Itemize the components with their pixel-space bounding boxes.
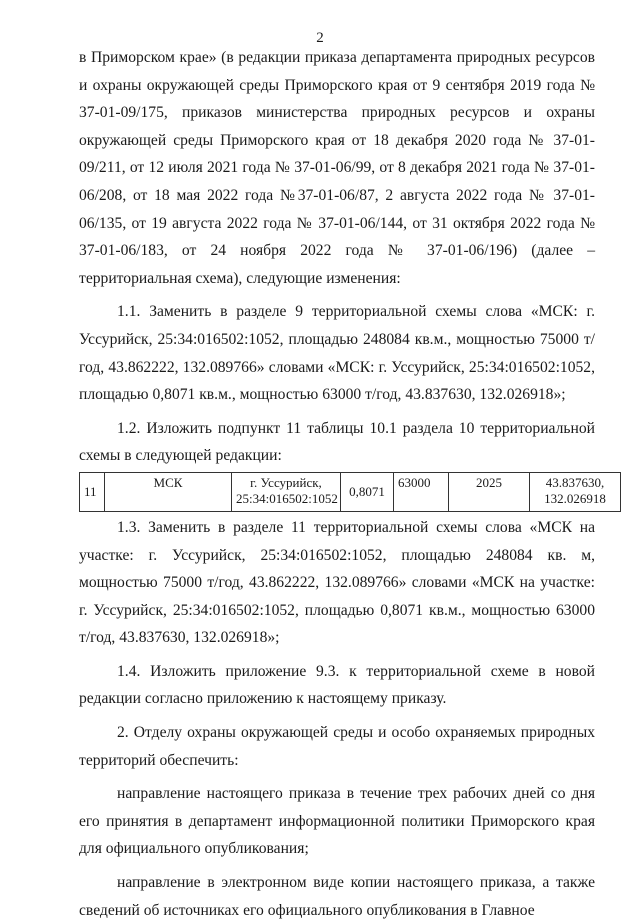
paragraph-1-2: 1.2. Изложить подпункт 11 таблицы 10.1 раздела 10 территориальной схемы в следующей редакции: xyxy=(79,419,595,465)
table-cell-coordinates: 43.837630, 132.026918 xyxy=(530,472,621,511)
table-cell-name: МСК xyxy=(105,472,232,511)
table-cell-area: 0,8071 xyxy=(341,472,394,511)
paragraph-2-item-1: направление настоящего приказа в течение трех рабочих дней со дня его принятия в департамент информационной политики Приморского края для официального опубликования; xyxy=(79,785,595,858)
paragraph-intro: в Приморском крае» (в редакции приказа департамента природных ресурсов и охраны окружающей среды Приморского края от 9 сентября 2019 года № 37-01-09/175, приказов министерства природных ресурсов и охраны окружающей среды Приморского края от 18 декабря 2020 года № 37-01-09/211, от 12 июля 2021 года № 37-01-06/99, от 8 декабря 2021 года № 37-01-06/208, от 18 мая 2022 года №37-01-06/87, 2 августа 2022 года № 37-01-06/135, от 19 августа 2022 года № 37-01-06/144, от 31 октября 2022 года № 37-01-06/183, от 24 ноября 2022 года № 37-01-06/196) (далее – территориальная схема), следующие изменения: xyxy=(79,49,595,287)
document-body xyxy=(79,44,606,924)
table-cell-capacity: 63000 xyxy=(394,472,449,511)
table-row xyxy=(80,472,621,511)
table-cell-address: г. Уссурийск, 25:34:016502:1052 xyxy=(232,472,341,511)
table-cell-year: 2025 xyxy=(449,472,530,511)
page-number: 2 xyxy=(316,30,324,46)
revision-table xyxy=(79,472,621,512)
paragraph-2-item-2: направление в электронном виде копии настоящего приказа, а также сведений об источниках его официального опубликования в Главное xyxy=(79,874,595,919)
table-cell-number: 11 xyxy=(80,472,105,511)
paragraph-2: 2. Отделу охраны окружающей среды и особо охраняемых природных территорий обеспечить: xyxy=(79,724,595,769)
paragraph-1-4: 1.4. Изложить приложение 9.3. к территориальной схеме в новой редакции согласно приложению к настоящему приказу. xyxy=(79,662,595,708)
paragraph-1-1: 1.1. Заменить в разделе 9 территориальной схемы слова «МСК: г. Уссурийск, 25:34:016502:1052, площадью 248084 кв.м., мощностью 75000 т/год, 43.862222, 132.089766» словами «МСК: г. Уссурийск, 25:34:016502:1052, площадью 0,8071 кв.м., мощностью 63000 т/год, 43.837630, 132.026918»; xyxy=(79,303,595,404)
paragraph-1-3: 1.3. Заменить в разделе 11 территориальной схемы слова «МСК на участке: г. Уссурийск, 25:34:016502:1052, площадью 248084 кв. м, мощностью 75000 т/год, 43.862222, 132.089766» словами «МСК на участке: г. Уссурийск, 25:34:016502:1052, площадью 0,8071 кв.м., мощностью 63000 т/год, 43.837630, 132.026918»; xyxy=(79,518,595,647)
